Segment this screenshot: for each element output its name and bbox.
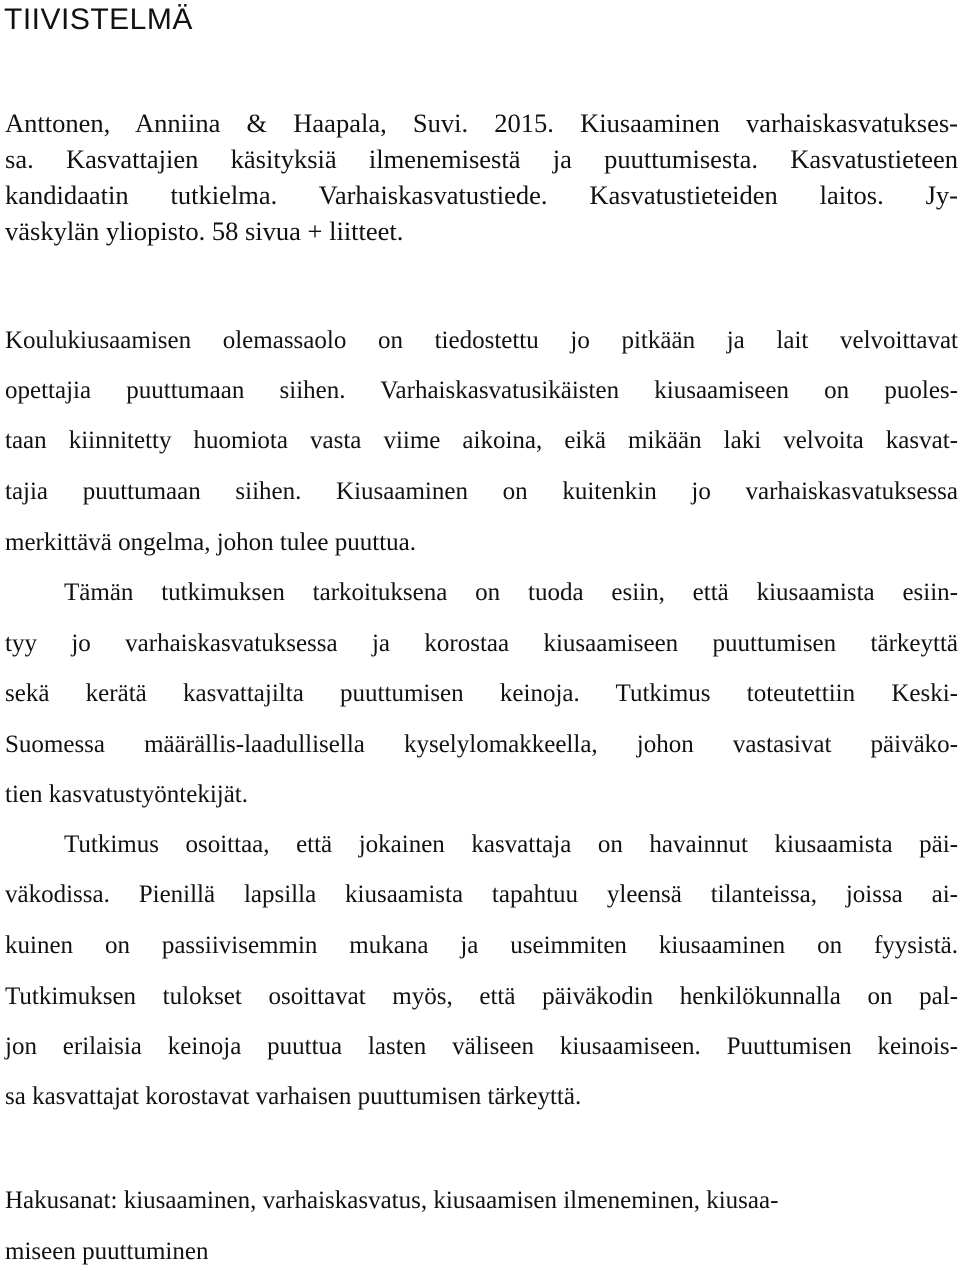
paragraph-line: jon erilaisia keinoja puuttua lasten väliseen kiusaamiseen. Puuttumisen keinois- <box>5 1033 958 1060</box>
paragraph-line: Suomessa määrällis-laadullisella kyselylomakkeella, johon vastasivat päiväko- <box>5 731 958 758</box>
page-title: TIIVISTELMÄ <box>4 3 193 36</box>
paragraph-line: merkittävä ongelma, johon tulee puuttua. <box>5 529 416 556</box>
paragraph-line: taan kiinnitetty huomiota vasta viime aikoina, eikä mikään laki velvoita kasvat- <box>5 427 958 454</box>
paragraph-line: tajia puuttumaan siihen. Kiusaaminen on kuitenkin jo varhaiskasvatuksessa <box>5 478 958 505</box>
paragraph-line: Tutkimuksen tulokset osoittavat myös, että päiväkodin henkilökunnalla on pal- <box>5 983 958 1010</box>
paragraph-line: kuinen on passiivisemmin mukana ja useimmiten kiusaaminen on fyysistä. <box>5 932 958 959</box>
paragraph-line: tien kasvatustyöntekijät. <box>5 781 249 808</box>
paragraph-line: Tämän tutkimuksen tarkoituksena on tuoda esiin, että kiusaamista esiin- <box>64 579 958 606</box>
reference-line: Anttonen, Anniina & Haapala, Suvi. 2015. Kiusaaminen varhaiskasvatukses- <box>5 108 958 138</box>
paragraph-line: opettajia puuttumaan siihen. Varhaiskasvatusikäisten kiusaamiseen on puoles- <box>5 377 958 404</box>
paragraph-line: Tutkimus osoittaa, että jokainen kasvattaja on havainnut kiusaamista päi- <box>64 831 958 858</box>
paragraph-line: sekä kerätä kasvattajilta puuttumisen keinoja. Tutkimus toteutettiin Keski- <box>5 680 958 707</box>
paragraph-line: tyy jo varhaiskasvatuksessa ja korostaa kiusaamiseen puuttumisen tärkeyttä <box>5 630 958 657</box>
paragraph-line: Koulukiusaamisen olemassaolo on tiedostettu jo pitkään ja lait velvoittavat <box>5 327 958 354</box>
paragraph-line: väkodissa. Pienillä lapsilla kiusaamista tapahtuu yleensä tilanteissa, joissa ai- <box>5 881 958 908</box>
paragraph-line: sa kasvattajat korostavat varhaisen puuttumisen tärkeyttä. <box>5 1083 582 1110</box>
reference-line: sa. Kasvattajien käsityksiä ilmenemisestä ja puuttumisesta. Kasvatustieteen <box>5 144 958 174</box>
keywords-line: Hakusanat: kiusaaminen, varhaiskasvatus, kiusaamisen ilmeneminen, kiusaa- <box>5 1187 779 1214</box>
reference-line: kandidaatin tutkielma. Varhaiskasvatustiede. Kasvatustieteiden laitos. Jy- <box>5 180 958 210</box>
keywords-line: miseen puuttuminen <box>5 1238 209 1265</box>
reference-line: väskylän yliopisto. 58 sivua + liitteet. <box>5 216 404 246</box>
